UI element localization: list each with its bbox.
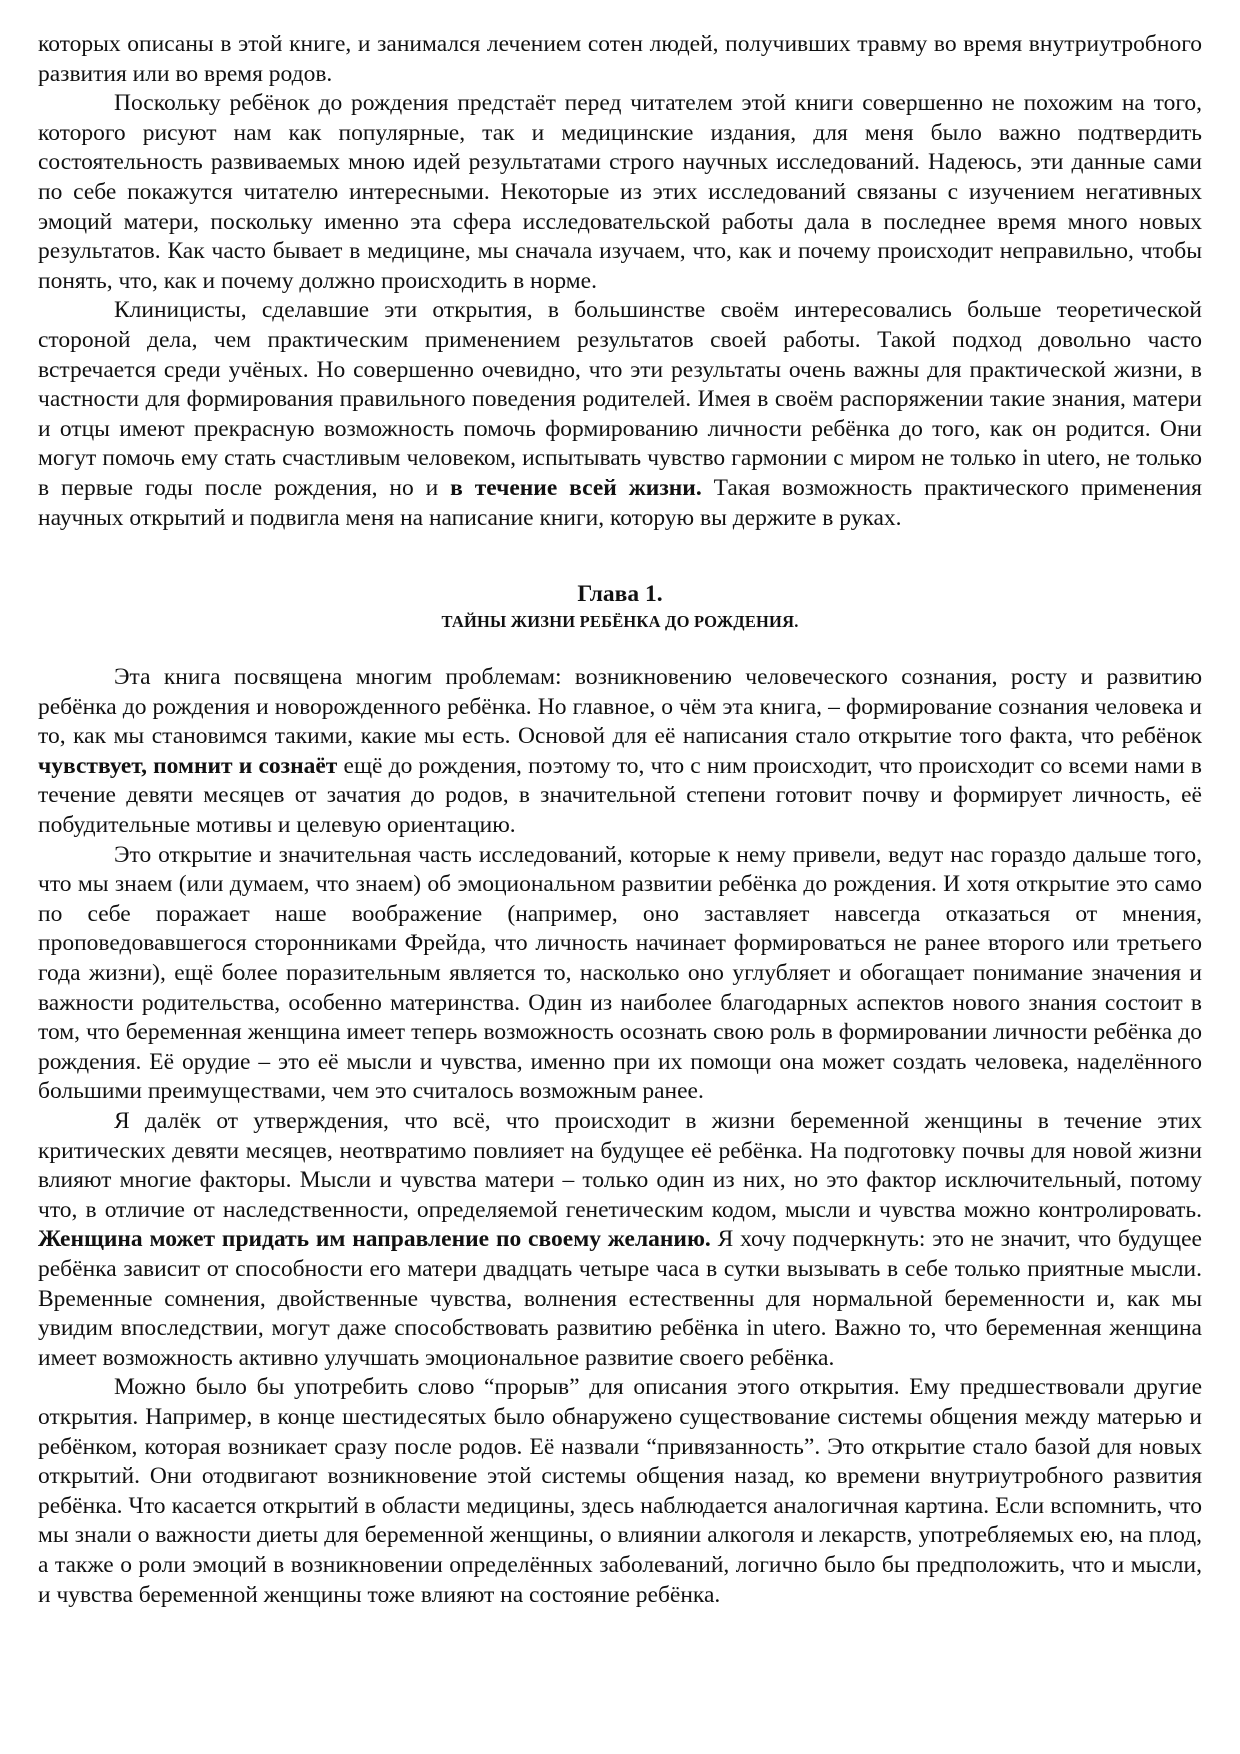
body-paragraph-4: Можно было бы употребить слово “прорыв” для описания этого открытия. Ему предшествовали другие открытия. Например, в конце шестидесятых было обнаружено существование системы общения между матерью и ребёнком, которая возникает сразу после родов. Её назвали “привязанность”. Это открытие стало базой для новых открытий. Они отодвигают возникновение этой системы общения назад, ко времени внутриутробного развития ребёнка. Что касается открытий в области медицины, здесь наблюдается аналогичная картина. Если вспомнить, что мы знали о важности диеты для беременной женщины, о влиянии алкоголя и лекарств, употребляемых ею, на плод, а также о роли эмоций в возникновении определённых заболеваний, логично было бы предположить, что и мысли, и чувства беременной женщины тоже влияют на состояние ребёнка. xyxy=(38,1374,1202,1608)
bold-phrase: в течение всей жизни. xyxy=(450,474,702,501)
text-run: Эта книга посвящена многим проблемам: возникновению человеческого сознания, росту и развитию ребёнка до рождения и новорожденного ребёнка. Но главное, о чём эта книга, – формирование сознания человека и то, как мы становимся такими, какие мы есть. Основой для её написания стало открытие того факта, что ребёнок xyxy=(38,664,1202,750)
intro-paragraph-1: Поскольку ребёнок до рождения предстаёт перед читателем этой книги совершенно не похожим на того, которого рисуют нам как популярные, так и медицинские издания, для меня было важно подтвердить состоятельность развиваемых мною идей результатами строго научных исследований. Надеюсь, эти данные сами по себе покажутся читателю интересными. Некоторые из этих исследований связаны с изучением негативных эмоций матери, поскольку именно эта сфера исследовательской работы дала в последнее время много новых результатов. Как часто бывает в медицине, мы сначала изучаем, что, как и почему происходит неправильно, чтобы понять, что, как и почему должно происходить в норме. xyxy=(38,90,1202,294)
body-paragraph-3 xyxy=(38,1107,1202,1373)
text-run: Я далёк от утверждения, что всё, что происходит в жизни беременной женщины в течение этих критических девяти месяцев, неотвратимо повлияет на будущее её ребёнка. На подготовку почвы для новой жизни влияют многие факторы. Мысли и чувства матери – только один из них, но это фактор исключительный, потому что, в отличие от наследственности, определяемой генетическим кодом, мысли и чувства можно контролировать. xyxy=(38,1108,1202,1223)
chapter-heading xyxy=(38,579,1202,635)
body-paragraph-1 xyxy=(38,663,1202,841)
bold-phrase: Женщина может придать им направление по своему желанию. xyxy=(38,1226,711,1253)
intro-paragraph-continued: которых описаны в этой книге, и занимался лечением сотен людей, получивших травму во время внутриутробного развития или во время родов. xyxy=(38,31,1202,87)
chapter-number: Глава 1. xyxy=(577,581,663,608)
body-paragraph-2: Это открытие и значительная часть исследований, которые к нему привели, ведут нас гораздо дальше того, что мы знаем (или думаем, что знаем) об эмоциональном развитии ребёнка до рождения. И хотя открытие это само по себе поражает наше воображение (например, оно заставляет навсегда отказаться от мнения, проповедовавшегося сторонниками Фрейда, что личность начинает формироваться не ранее второго или третьего года жизни), ещё более поразительным является то, насколько оно углубляет и обогащает понимание значения и важности родительства, особенно материнства. Один из наиболее благодарных аспектов нового знания состоит в том, что беременная женщина имеет теперь возможность осознать свою роль в формировании личности ребёнка до рождения. Её орудие – это её мысли и чувства, именно при их помощи она может создать человека, наделённого большими преимуществами, чем это считалось возможным ранее. xyxy=(38,841,1202,1105)
chapter-title: ТАЙНЫ ЖИЗНИ РЕБЁНКА ДО РОЖДЕНИЯ. xyxy=(441,612,799,632)
text-run: Такая возможность практического применения научных открытий и подвигла меня на написание книги, которую вы держите в руках. xyxy=(38,474,1202,531)
bold-phrase: чувствует, помнит и сознаёт xyxy=(38,752,338,779)
text-run: ещё до рождения, поэтому то, что с ним происходит, что происходит со всеми нами в течение девяти месяцев от зачатия до родов, в значительной степени готовит почву и формирует личность, её побудительные мотивы и целевую ориентацию. xyxy=(38,752,1202,839)
text-run: Я хочу подчеркнуть: это не значит, что будущее ребёнка зависит от способности его матери двадцать четыре часа в сутки вызывать в себе только приятные мысли. Временные сомнения, двойственные чувства, волнения естественны для нормальной беременности и, как мы увидим впоследствии, могут даже способствовать развитию ребёнка in utero. Важно то, что беременная женщина имеет возможность активно улучшать эмоциональное развитие своего ребёнка. xyxy=(38,1226,1202,1371)
intro-paragraph-2 xyxy=(38,296,1202,533)
text-run: Клиницисты, сделавшие эти открытия, в большинстве своём интересовались больше теоретической стороной дела, чем практическим применением результатов своей работы. Такой подход довольно часто встречается среди учёных. Но совершенно очевидно, что эти результаты очень важны для практической жизни, в частности для формирования правильного поведения родителей. Имея в своём распоряжении такие знания, матери и отцы имеют прекрасную возможность помочь формированию личности ребёнка до того, как он родится. Они могут помочь ему стать счастливым человеком, испытывать чувство гармонии с миром не только in utero, не только в первые годы после рождения, но и xyxy=(38,297,1202,501)
